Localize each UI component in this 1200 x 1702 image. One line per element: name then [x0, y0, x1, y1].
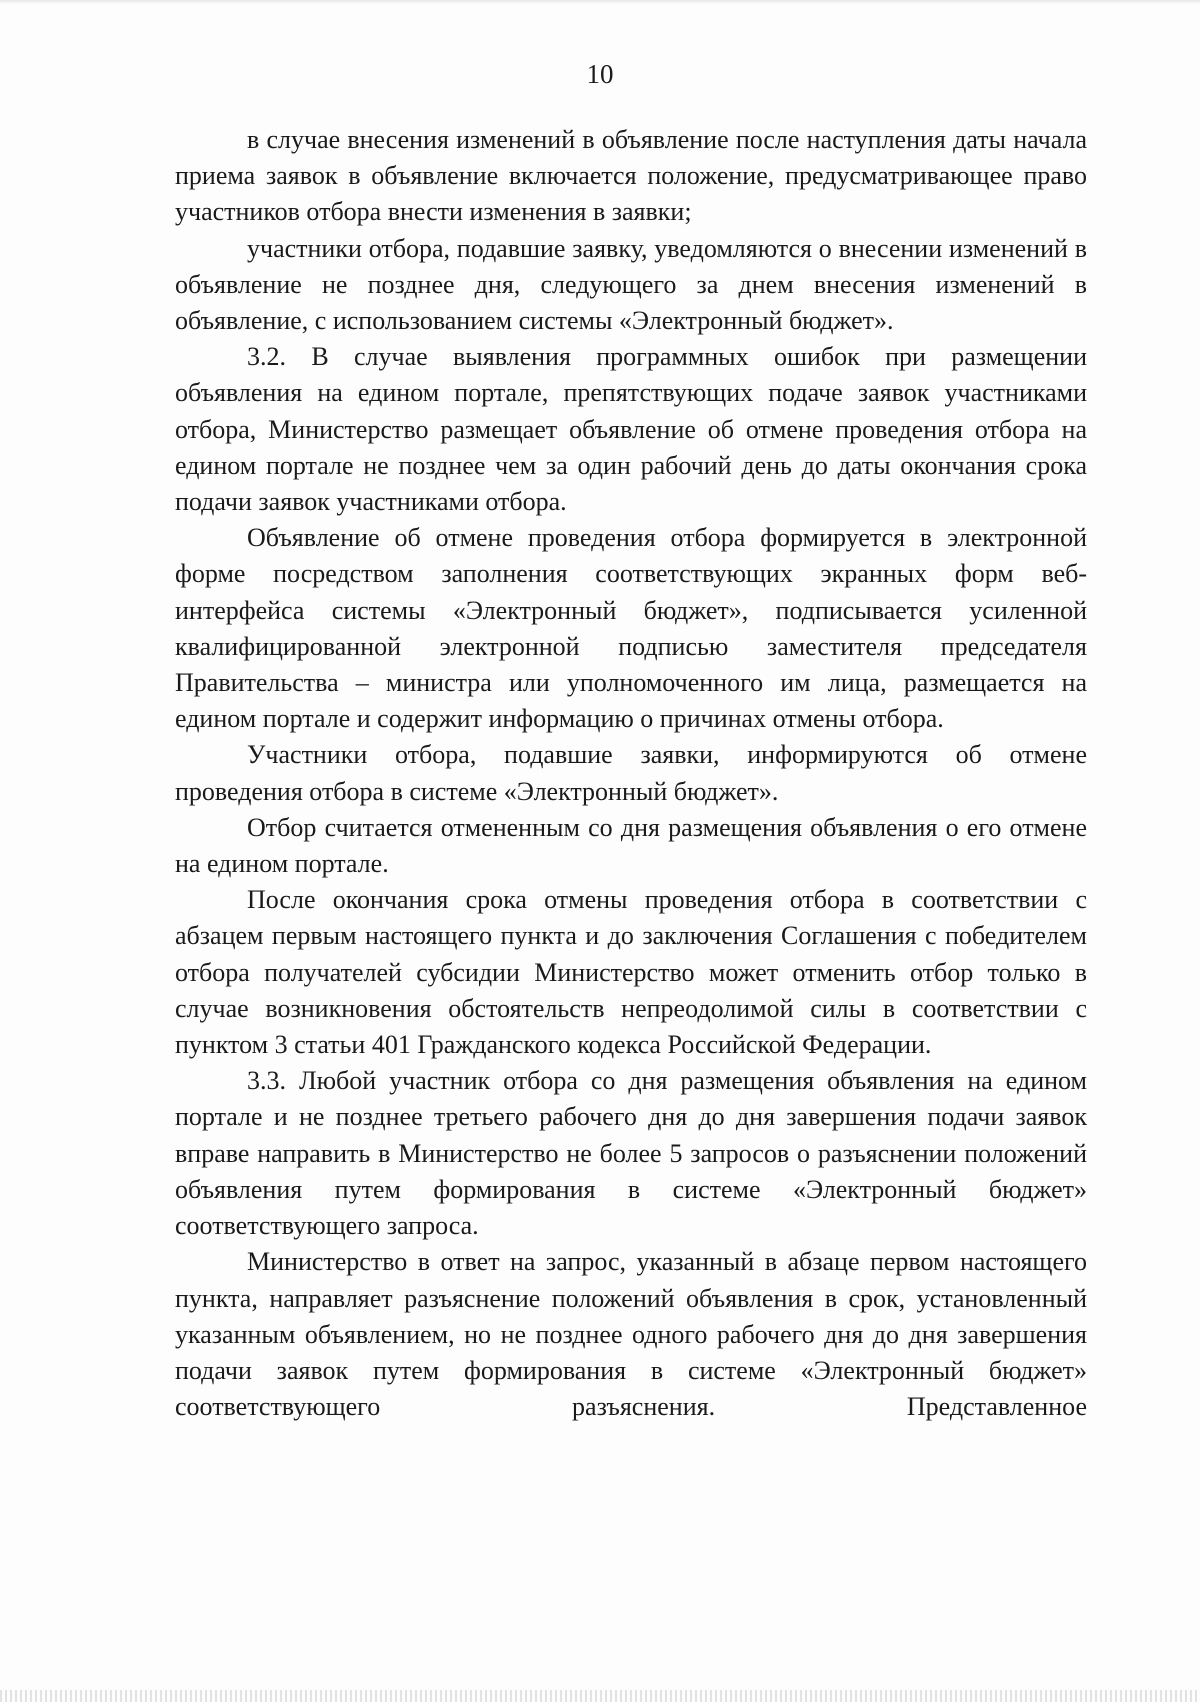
paragraph-1: в случае внесения изменений в объявление после наступления даты начала приема заявок в объявление включается положение, предусматривающее право участников отбора внести изменения в заявки;: [175, 125, 1087, 227]
paragraph-5: Участники отбора, подавшие заявки, информируются об отмене проведения отбора в системе «Электронный бюджет».: [175, 740, 1087, 806]
paragraph-3: 3.2. В случае выявления программных ошибок при размещении объявления на едином портале, препятствующих подаче заявок участниками отбора, Министерство размещает объявление об отмене проведения отбора на едином портале не позднее чем за один рабочий день до даты окончания срока подачи заявок участниками отбора.: [175, 342, 1087, 517]
paragraph-2: участники отбора, подавшие заявку, уведомляются о внесении изменений в объявление не позднее дня, следующего за днем внесения изменений в объявление, с использованием системы «Электронный бюджет».: [175, 233, 1087, 336]
paragraph-4: Объявление об отмене проведения отбора формируется в электронной форме посредством заполнения соответствующих экранных форм веб-интерфейса системы «Электронный бюджет», подписывается усиленной квалифицированной электронной подписью заместителя председателя Правительства – министра или уполномоченного им лица, размещается на едином портале и содержит информацию о причинах отмены отбора.: [175, 523, 1087, 734]
paragraph-8: 3.3. Любой участник отбора со дня размещения объявления на едином портале и не позднее третьего рабочего дня до дня завершения подачи заявок вправе направить в Министерство не более 5 запросов о разъяснении положений объявления путем формирования в системе «Электронный бюджет» соответствующего запроса.: [175, 1066, 1087, 1241]
paragraph-7: После окончания срока отмены проведения отбора в соответствии с абзацем первым настоящего пункта и до заключения Соглашения с победителем отбора получателей субсидии Министерство может отменить отбор только в случае возникновения обстоятельств непреодолимой силы в соответствии с пунктом 3 статьи 401 Гражданского кодекса Российской Федерации.: [175, 885, 1087, 1060]
paragraph-9: Министерство в ответ на запрос, указанный в абзаце первом настоящего пункта, направляет разъяснение положений объявления в срок, установленный указанным объявлением, но не позднее одного рабочего дня до дня завершения подачи заявок путем формирования в системе «Электронный бюджет» соответствующего разъяснения. Представленное: [175, 1247, 1087, 1422]
scan-edge-bottom: [0, 1690, 1200, 1702]
scan-edge-top: [0, 0, 1200, 4]
page-number: 10: [586, 59, 614, 89]
paragraph-6: Отбор считается отмененным со дня размещения объявления о его отмене на едином портале.: [175, 812, 1087, 879]
document-body: [175, 122, 1087, 1425]
